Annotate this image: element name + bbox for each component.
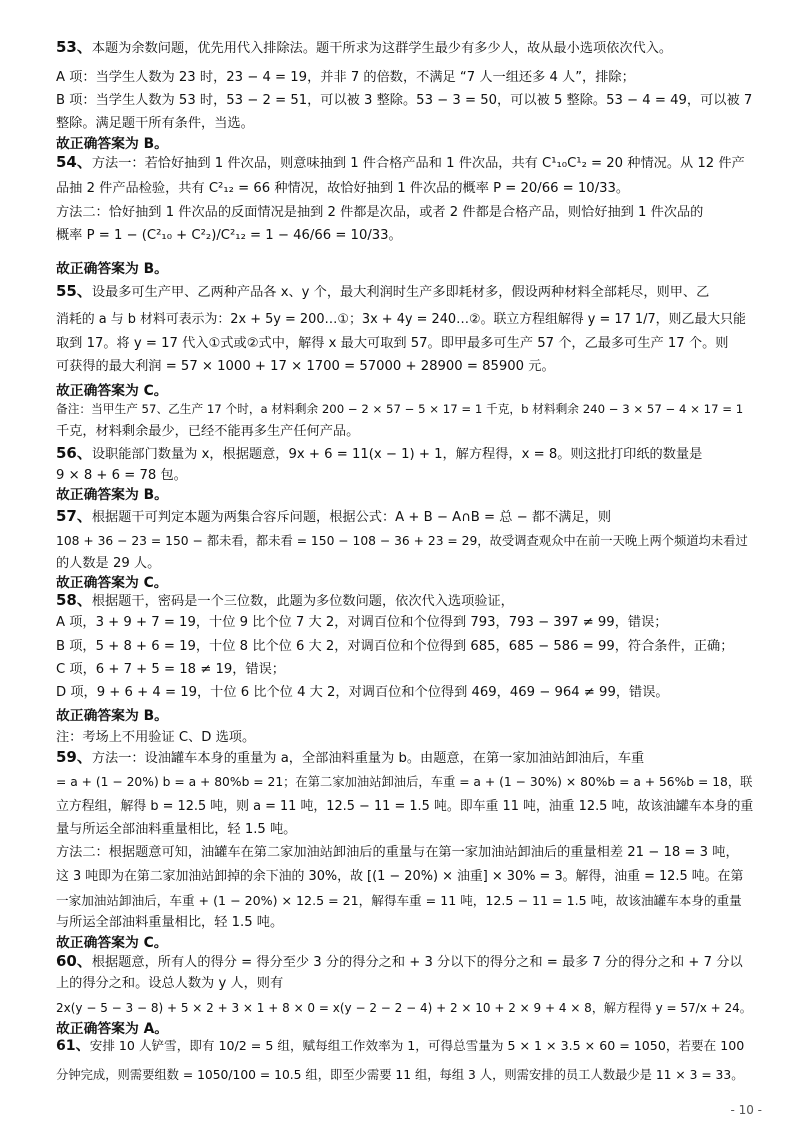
answer-line: 故正确答案为 A。	[56, 1021, 169, 1037]
body-line: 千克，材料剩余最少，已经不能再多生产任何产品。	[56, 424, 360, 439]
body-line: 注：考场上不用验证 C、D 选项。	[56, 730, 256, 745]
body-line: A 项：当学生人数为 23 时，23 − 4 = 19，并非 7 的倍数，不满足 “7 人一组还多 4 人”，排除；	[56, 70, 635, 85]
body-line: 品抽 2 件产品检验，共有 C²₁₂ = 66 种情况，故恰好抽到 1 件次品的概率 P = 20/66 = 10/33。	[56, 181, 630, 196]
question-heading-line	[56, 1035, 756, 1057]
question-text: 本题为余数问题，优先用代入排除法。题干所求为这群学生最少有多少人，故从最小选项依次代入。	[91, 41, 673, 56]
body-line: 一家加油站卸油后，车重 + (1 − 20%) × 12.5 = 21，解得车重 = 11 吨，12.5 − 11 = 1.5 吨，故该油罐车本身的重量	[56, 893, 742, 908]
body-line: 取到 17。将 y = 17 代入①式或②式中，解得 x 最大可取到 57。即甲最多可生产 57 个，乙最多可生产 17 个。则	[56, 336, 729, 351]
body-line: C 项，6 + 7 + 5 = 18 ≠ 19，错误；	[56, 662, 285, 677]
body-line: 2x(y − 5 − 3 − 8) + 5 × 2 + 3 × 1 + 8 × 0 = x(y − 2 − 2 − 4) + 2 × 10 + 2 × 9 + 4 × 8，解方程得 y = 57/x + 24。	[56, 1001, 752, 1015]
page-number: - 10 -	[730, 1103, 762, 1117]
question-text: 根据题意，所有人的得分 = 得分至少 3 分的得分之和 + 3 分以下的得分之和 = 最多 7 分的得分之和 + 7 分以	[91, 955, 743, 970]
body-line: = a + (1 − 20%) b = a + 80%b = 21；在第二家加油站卸油后，车重 = a + (1 − 30%) × 80%b = a + 56%b = 18，联	[56, 775, 753, 789]
answer-line: 故正确答案为 B。	[56, 136, 168, 152]
body-line: 量与所运全部油料重量相比，轻 1.5 吨。	[56, 822, 297, 837]
question-text: 根据题干可判定本题为两集合容斥问题，根据公式：A + B − A∩B = 总 − 都不满足，则	[91, 510, 612, 525]
body-line: 分钟完成，则需要组数 = 1050/100 = 10.5 组，即至少需要 11 组，每组 3 人，则需安排的员工人数最少是 11 × 3 = 33。	[56, 1068, 744, 1082]
body-line: 上的得分之和。设总人数为 y 人，则有	[56, 976, 284, 991]
body-line: D 项，9 + 6 + 4 = 19，十位 6 比个位 4 大 2，对调百位和个位得到 469，469 − 964 ≠ 99，错误。	[56, 685, 669, 700]
body-line: 可获得的最大利润 = 57 × 1000 + 17 × 1700 = 57000 + 28900 = 85900 元。	[56, 359, 555, 374]
body-line: 方法二：恰好抽到 1 件次品的反面情况是抽到 2 件都是次品，或者 2 件都是合格产品，则恰好抽到 1 件次品的	[56, 205, 704, 220]
question-heading-line	[56, 280, 756, 304]
question-text: 设职能部门数量为 x，根据题意，9x + 6 = 11(x − 1) + 1，解方程得，x = 8。则这批打印纸的数量是	[91, 447, 703, 462]
question-heading-line	[56, 36, 756, 60]
body-line: 这 3 吨即为在第二家加油站卸掉的余下油的 30%，故 [(1 − 20%) × 油重] × 30% = 3。解得，油重 = 12.5 吨。在第	[56, 869, 744, 884]
question-text: 设最多可生产甲、乙两种产品各 x、y 个，最大利润时生产多即耗材多，假设两种材料全部耗尽，则甲、乙	[91, 285, 710, 300]
question-number: 60、	[56, 952, 92, 970]
question-text: 方法一：设油罐车本身的重量为 a，全部油料重量为 b。由题意，在第一家加油站卸油后，车重	[91, 751, 645, 766]
question-number: 57、	[56, 507, 92, 525]
body-line: 概率 P = 1 − (C²₁₀ + C²₂)/C²₁₂ = 1 − 46/66 = 10/33。	[56, 228, 402, 243]
question-heading-line	[56, 151, 756, 175]
answer-line: 故正确答案为 C。	[56, 383, 168, 399]
question-number: 55、	[56, 282, 92, 300]
question-number: 61、	[56, 1038, 90, 1054]
body-line: A 项，3 + 9 + 7 = 19，十位 9 比个位 7 大 2，对调百位和个位得到 793，793 − 397 ≠ 99，错误；	[56, 615, 668, 630]
answer-line: 故正确答案为 B。	[56, 708, 168, 724]
body-line: 消耗的 a 与 b 材料可表示为：2x + 5y = 200…①；3x + 4y = 240…②。联立方程组解得 y = 17 1/7，则乙最大只能	[56, 312, 746, 327]
question-text: 方法一：若恰好抽到 1 件次品，则意味抽到 1 件合格产品和 1 件次品，共有 C¹₁₀C¹₂ = 20 种情况。从 12 件产	[91, 156, 745, 171]
answer-line: 故正确答案为 B。	[56, 487, 168, 503]
body-line: 9 × 8 + 6 = 78 包。	[56, 468, 187, 483]
question-heading-line	[56, 442, 756, 466]
body-line: 108 + 36 − 23 = 150 − 都未看，都未看 = 150 − 108 − 36 + 23 = 29，故受调查观众中在前一天晚上两个频道均未看过	[56, 534, 748, 548]
question-heading-line	[56, 505, 756, 529]
answer-line: 故正确答案为 C。	[56, 575, 168, 591]
question-heading-line	[56, 589, 756, 613]
body-line: B 项：当学生人数为 53 时，53 − 2 = 51，可以被 3 整除。53 − 3 = 50，可以被 5 整除。53 − 4 = 49，可以被 7	[56, 93, 753, 108]
question-text: 安排 10 人铲雪，即有 10/2 = 5 组，赋每组工作效率为 1，可得总雪量为 5 × 1 × 3.5 × 60 = 1050，若要在 100	[89, 1038, 745, 1053]
question-heading-line	[56, 746, 756, 770]
answer-line: 故正确答案为 B。	[56, 261, 168, 277]
body-line: 与所运全部油料重量相比，轻 1.5 吨。	[56, 915, 284, 930]
question-number: 56、	[56, 444, 92, 462]
body-line: 的人数是 29 人。	[56, 556, 161, 571]
question-number: 59、	[56, 748, 92, 766]
question-number: 54、	[56, 153, 92, 171]
question-heading-line	[56, 950, 756, 974]
question-number: 53、	[56, 38, 92, 56]
body-line: 方法二：根据题意可知，油罐车在第二家加油站卸油后的重量与在第一家加油站卸油后的重量相差 21 − 18 = 3 吨，	[56, 845, 739, 860]
question-number: 58、	[56, 591, 92, 609]
body-line: 立方程组，解得 b = 12.5 吨，则 a = 11 吨，12.5 − 11 = 1.5 吨。即车重 11 吨，油重 12.5 吨，故该油罐车本身的重	[56, 799, 754, 814]
question-text: 根据题干，密码是一个三位数，此题为多位数问题，依次代入选项验证，	[91, 594, 514, 609]
body-line: 整除。满足题干所有条件，当选。	[56, 116, 254, 131]
body-line: 备注：当甲生产 57、乙生产 17 个时，a 材料剩余 200 − 2 × 57 − 5 × 17 = 1 千克，b 材料剩余 240 − 3 × 57 − 4 × 17 = 1	[56, 402, 744, 416]
answer-line: 故正确答案为 C。	[56, 935, 168, 951]
body-line: B 项，5 + 8 + 6 = 19，十位 8 比个位 6 大 2，对调百位和个位得到 685，685 − 586 = 99，符合条件，正确；	[56, 639, 734, 654]
